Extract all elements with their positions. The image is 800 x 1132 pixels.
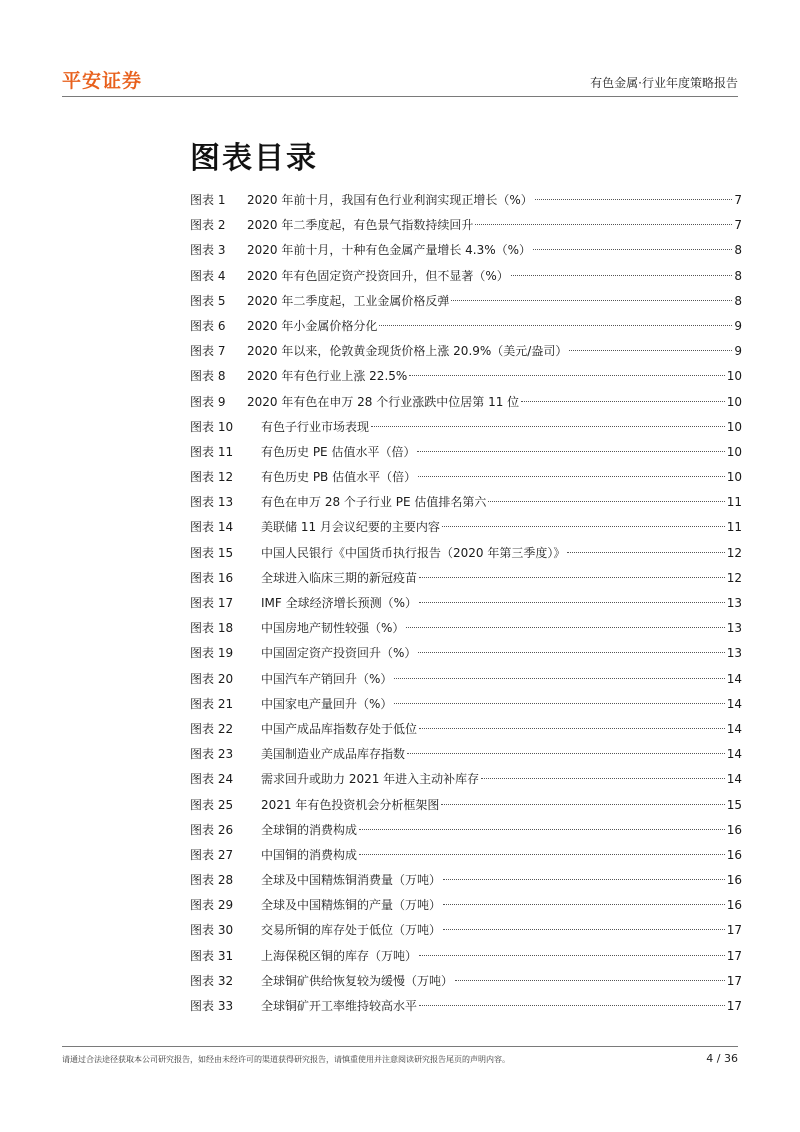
toc-entry-page: 14 [726,721,742,736]
toc-dot-leader [394,678,724,679]
toc-entry-page: 9 [734,344,742,359]
toc-entry-text: 中国人民银行《中国货币执行报告（2020 年第三季度）》 [261,545,566,560]
toc-entry-text: 全球及中国精炼铜的产量（万吨） [261,898,442,913]
toc-entry-text: 2020 年二季度起，有色景气指数持续回升 [247,218,474,233]
toc-entry-label: 图表 8 [190,369,226,384]
toc-dot-leader [533,249,732,250]
toc-dot-leader [475,224,732,225]
toc-entry-label: 图表 12 [190,470,234,485]
toc-dot-leader [418,652,724,653]
toc-entry-page: 13 [726,646,742,661]
toc-entry-label: 图表 19 [190,646,234,661]
toc-dot-leader [419,577,725,578]
toc-dot-leader [379,325,732,326]
toc-entry-page: 8 [734,243,742,258]
toc-entry-text: 2020 年有色在申万 28 个行业涨跌中位居第 11 位 [247,394,520,409]
toc-entry[interactable] [190,641,742,666]
toc-dot-leader [488,501,724,502]
toc-entry-label: 图表 9 [190,394,226,409]
toc-entry-text: 需求回升或助力 2021 年进入主动补库存 [261,772,480,787]
toc-entry-label: 图表 14 [190,520,234,535]
toc-entry-text: 美联储 11 月会议纪要的主要内容 [261,520,440,535]
toc-entry-text: 中国家电产量回升（%） [261,696,393,711]
toc-entry-text: 有色在申万 28 个子行业 PE 估值排名第六 [261,495,487,510]
toc-entry[interactable] [190,767,742,792]
toc-entry-page: 13 [726,621,742,636]
toc-entry-page: 7 [734,193,742,207]
toc-entry[interactable] [190,415,742,440]
toc-entry-text: 全球进入临床三期的新冠疫苗 [261,570,418,585]
toc-entry-page: 12 [726,545,742,560]
toc-dot-leader [569,350,732,351]
toc-entry-page: 12 [726,570,742,585]
toc-entry-label: 图表 10 [190,419,234,434]
toc-entry-label: 图表 30 [190,923,234,938]
toc-entry[interactable] [190,188,742,213]
toc-entry[interactable] [190,994,742,1019]
toc-entry-page: 17 [726,999,742,1013]
toc-entry-label: 图表 13 [190,495,234,510]
toc-list [190,188,742,1019]
toc-entry-page: 17 [726,923,742,938]
toc-entry-text: 全球铜矿供给恢复较为缓慢（万吨） [261,973,454,988]
toc-entry[interactable] [190,717,742,742]
toc-dot-leader [443,904,725,905]
toc-entry[interactable] [190,238,742,263]
toc-entry-label: 图表 5 [190,293,226,308]
toc-dot-leader [417,451,724,452]
toc-entry[interactable] [190,390,742,415]
toc-entry[interactable] [190,566,742,591]
toc-entry[interactable] [190,490,742,515]
toc-entry[interactable] [190,515,742,540]
toc-entry-page: 10 [726,419,742,434]
toc-entry-text: 有色历史 PB 估值水平（倍） [261,470,417,485]
toc-entry[interactable] [190,440,742,465]
toc-entry-label: 图表 22 [190,721,234,736]
toc-dot-leader [359,829,725,830]
toc-entry-text: 中国铜的消费构成 [261,847,358,862]
toc-entry[interactable] [190,616,742,641]
toc-entry-page: 17 [726,948,742,963]
toc-entry-page: 10 [726,444,742,459]
toc-entry-page: 10 [726,470,742,485]
toc-entry-text: 中国产成品库指数存处于低位 [261,721,418,736]
toc-entry[interactable] [190,364,742,389]
toc-entry-label: 图表 24 [190,772,234,787]
toc-entry-label: 图表 32 [190,973,234,988]
toc-entry-label: 图表 7 [190,344,226,359]
toc-dot-leader [359,854,725,855]
toc-entry-page: 16 [726,873,742,888]
toc-entry-label: 图表 31 [190,948,234,963]
toc-entry-page: 7 [734,218,742,233]
toc-entry-page: 16 [726,847,742,862]
toc-entry-page: 14 [726,696,742,711]
toc-entry-text: 全球铜的消费构成 [261,822,358,837]
brand-logo: 平安证券 [62,70,143,92]
toc-dot-leader [511,275,733,276]
toc-dot-leader [419,955,725,956]
toc-entry[interactable] [190,667,742,692]
toc-entry-page: 14 [726,747,742,762]
toc-entry[interactable] [190,893,742,918]
toc-entry-page: 9 [734,318,742,333]
toc-entry[interactable] [190,843,742,868]
toc-dot-leader [567,552,724,553]
toc-entry[interactable] [190,918,742,943]
toc-title: 图表目录 [190,141,318,176]
toc-dot-leader [406,627,724,628]
toc-dot-leader [418,476,725,477]
toc-dot-leader [481,778,725,779]
toc-entry-label: 图表 29 [190,898,234,913]
toc-entry-label: 图表 1 [190,193,226,207]
toc-entry[interactable] [190,264,742,289]
toc-entry[interactable] [190,541,742,566]
toc-entry-label: 图表 3 [190,243,226,258]
toc-dot-leader [455,980,725,981]
toc-entry-label: 图表 17 [190,596,234,610]
toc-dot-leader [419,728,725,729]
toc-entry-label: 图表 15 [190,545,234,560]
footer-disclaimer: 请通过合法途径获取本公司研究报告，如经由未经许可的渠道获得研究报告，请慎重使用并注意阅读研究报告尾页的声明内容。 [62,1055,510,1064]
report-title: 有色金属·行业年度策略报告 [590,76,738,90]
toc-entry-text: 中国固定资产投资回升（%） [261,646,417,661]
toc-entry-label: 图表 23 [190,747,234,762]
toc-entry[interactable] [190,314,742,339]
toc-dot-leader [409,375,724,376]
toc-entry-page: 8 [734,293,742,308]
toc-entry-page: 14 [726,772,742,787]
toc-entry-label: 图表 6 [190,318,226,333]
toc-entry-label: 图表 28 [190,873,234,888]
toc-dot-leader [419,1005,725,1006]
toc-dot-leader [535,199,733,200]
toc-entry[interactable] [190,969,742,994]
toc-entry-label: 图表 2 [190,218,226,233]
toc-dot-leader [371,426,725,427]
toc-dot-leader [521,401,725,402]
header-divider [62,96,738,97]
toc-entry[interactable] [190,793,742,818]
toc-entry-label: 图表 26 [190,822,234,837]
toc-entry-label: 图表 27 [190,847,234,862]
toc-entry-page: 8 [734,268,742,283]
toc-entry[interactable] [190,742,742,767]
toc-entry-text: 全球铜矿开工率维持较高水平 [261,999,418,1013]
toc-entry-text: 2020 年有色固定资产投资回升，但不显著（%） [247,268,509,283]
toc-entry[interactable] [190,339,742,364]
toc-entry-text: 交易所铜的库存处于低位（万吨） [261,923,442,938]
toc-entry-text: 2021 年有色投资机会分析框架图 [261,797,440,812]
toc-dot-leader [441,804,724,805]
toc-entry-text: 美国制造业产成品库存指数 [261,747,406,762]
toc-entry-text: 2020 年前十月，十种有色金属产量增长 4.3%（%） [247,243,532,258]
toc-entry-text: 2020 年前十月，我国有色行业利润实现正增长（%） [247,193,533,207]
toc-entry-text: IMF 全球经济增长预测（%） [261,596,418,610]
toc-entry-text: 上海保税区铜的库存（万吨） [261,948,418,963]
toc-entry-page: 11 [726,520,742,535]
toc-entry[interactable] [190,944,742,969]
toc-entry-page: 16 [726,822,742,837]
toc-entry-text: 全球及中国精炼铜消费量（万吨） [261,873,442,888]
toc-entry-label: 图表 4 [190,268,226,283]
toc-entry-text: 有色子行业市场表现 [261,419,370,434]
toc-entry-text: 2020 年二季度起，工业金属价格反弹 [247,293,450,308]
toc-dot-leader [419,602,725,603]
toc-dot-leader [443,879,725,880]
toc-entry[interactable] [190,692,742,717]
toc-entry-text: 有色历史 PE 估值水平（倍） [261,444,416,459]
toc-entry-text: 2020 年以来，伦敦黄金现货价格上涨 20.9%（美元/盎司） [247,344,568,359]
toc-entry-text: 2020 年有色行业上涨 22.5% [247,369,408,384]
toc-entry-page: 10 [726,394,742,409]
toc-entry-page: 10 [726,369,742,384]
toc-entry-text: 2020 年小金属价格分化 [247,318,378,333]
toc-entry-label: 图表 11 [190,444,234,459]
toc-entry-text: 中国汽车产销回升（%） [261,671,393,686]
toc-entry[interactable] [190,868,742,893]
footer-divider [62,1046,738,1047]
toc-dot-leader [451,300,732,301]
toc-entry-page: 13 [726,596,742,610]
toc-entry-label: 图表 20 [190,671,234,686]
toc-entry-label: 图表 33 [190,999,234,1013]
toc-entry-page: 15 [726,797,742,812]
toc-entry[interactable] [190,213,742,238]
toc-dot-leader [442,526,725,527]
toc-entry-label: 图表 21 [190,696,234,711]
toc-entry-text: 中国房地产韧性较强（%） [261,621,405,636]
toc-entry-label: 图表 16 [190,570,234,585]
toc-entry[interactable] [190,818,742,843]
toc-entry-page: 14 [726,671,742,686]
toc-entry-page: 17 [726,973,742,988]
toc-entry[interactable] [190,289,742,314]
toc-dot-leader [394,703,724,704]
toc-entry-label: 图表 25 [190,797,234,812]
toc-entry-label: 图表 18 [190,621,234,636]
toc-dot-leader [407,753,725,754]
toc-dot-leader [443,929,725,930]
page-number: 4 / 36 [706,1052,738,1065]
toc-entry[interactable] [190,465,742,490]
toc-entry-page: 11 [726,495,742,510]
toc-entry-page: 16 [726,898,742,913]
toc-entry[interactable] [190,591,742,616]
